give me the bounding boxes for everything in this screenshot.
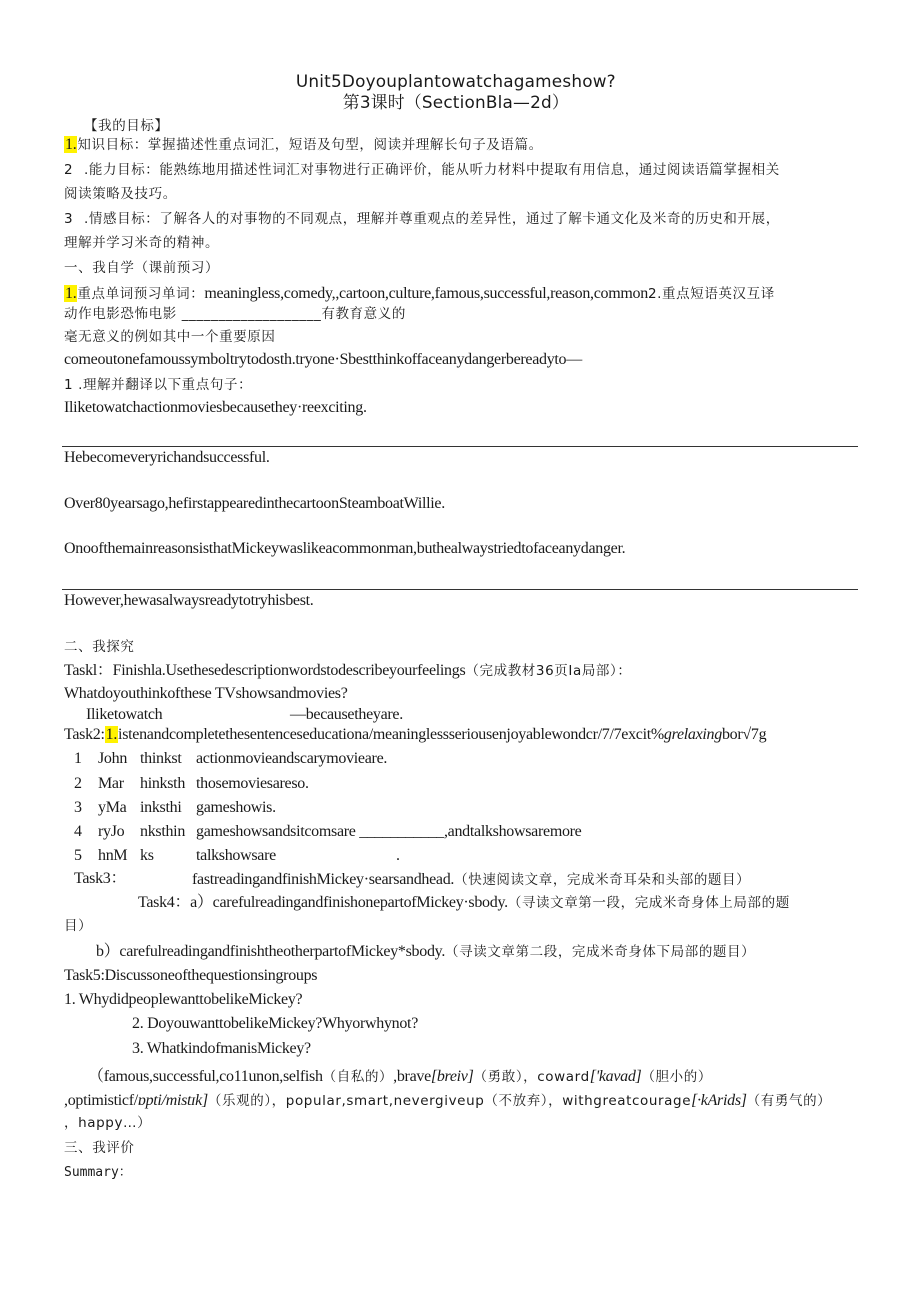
row-text: gameshowsandsitcomsare ___________,andtalkshowsaremore xyxy=(196,823,582,840)
goals-heading: 【我的目标】 xyxy=(84,118,169,134)
task4-note: （寻读文章第一段，完成米奇身体上局部的题 xyxy=(507,895,790,911)
task2-label: Task2: xyxy=(64,726,105,743)
task4-line xyxy=(138,892,790,913)
vocab-note: （勇敢），coward xyxy=(473,1069,590,1085)
evaluate-heading: 三、我评价 xyxy=(64,1140,135,1156)
task1-note: （完成教材36页Ia局部）： xyxy=(465,663,632,679)
answer-line-2 xyxy=(62,589,858,590)
row-text: gameshowis. xyxy=(196,799,276,816)
key-words-prefix: 重点单词预习单词： xyxy=(77,286,205,302)
row-name: John xyxy=(98,750,128,767)
page-title: Unit5Doyouplantowatchagameshow? xyxy=(295,72,616,92)
vocab-phonetic: ɒpti/mistɪk] xyxy=(137,1092,208,1109)
summary-label: Summary： xyxy=(64,1165,132,1180)
sentence-4: OnoofthemainreasonsisthatMickeywaslikeacommonman,buthealwaystriedtofaceanydanger. xyxy=(64,540,626,557)
phrases-cn-1: 动作电影恐怖电影 ___________________有教育意义的 xyxy=(64,306,406,322)
vocab-text: ,brave xyxy=(393,1068,431,1085)
row-name: ryJo xyxy=(98,823,125,840)
row-verb: inksthi xyxy=(140,799,182,816)
goal-1-text: 知识目标：掌握描述性重点词汇，短语及句型，阅读并理解长句子及语篇。 xyxy=(77,137,543,153)
row-text: thosemoviesareso. xyxy=(196,775,309,792)
key-words-line xyxy=(64,283,775,304)
question-3: 3. WhatkindofmanisMickey? xyxy=(132,1040,311,1057)
phrases-en: comeoutonefamoussymboltrytodosth.tryone·Sbestthinkoffaceanydangerbereadyto— xyxy=(64,351,582,368)
explore-heading: 二、我探究 xyxy=(64,639,135,655)
phrases-cn-2: 毫无意义的例如其中一个重要原因 xyxy=(64,329,276,345)
goal-3-continued: 理解并学习米奇的精神。 xyxy=(64,235,220,251)
task4-continued: 目） xyxy=(64,918,93,934)
self-study-heading: 一、我自学（课前预习） xyxy=(64,260,220,276)
row-end: . xyxy=(396,847,400,864)
task3-text: fastreadingandfinishMickey·searsandhead. xyxy=(192,871,455,888)
goal-1-number: 1. xyxy=(65,136,77,153)
task1-text: Taskl：Finishla.Usethesedescriptionwordstodescribeyourfeelings xyxy=(64,662,466,679)
task2-number: 1. xyxy=(105,726,118,743)
question-1: 1. WhydidpeoplewanttobelikeMickey? xyxy=(64,991,303,1008)
key-words-list: meaningless,comedy,,cartoon,culture,famous,successful,reason,common xyxy=(204,285,648,302)
task2-text: istenandcompletethesentenceseducationa/meaninglessseriousenjoyablewondc xyxy=(118,726,593,743)
task1-line xyxy=(64,660,631,681)
row-name: Mar xyxy=(98,775,124,792)
goal-3-number: 3 xyxy=(64,211,74,227)
row-verb: nksthin xyxy=(140,823,186,840)
task4b-note: （寻读文章第二段，完成米奇身体下局部的题目） xyxy=(445,944,756,960)
row-verb: thinkst xyxy=(140,750,182,767)
task2-text-d: bor√7g xyxy=(721,726,767,743)
sentence-2: Hebecomeveryrichandsuccessful. xyxy=(64,449,270,466)
task1-frame-a: Iliketowatch xyxy=(86,706,163,723)
row-verb: hinksth xyxy=(140,775,186,792)
task3-line xyxy=(192,869,750,890)
row-number: 1 xyxy=(74,750,82,767)
task4b-line xyxy=(96,941,755,962)
row-name: yMa xyxy=(98,799,127,816)
task4-text: Task4：a）carefulreadingandfinishonepartofMickey·sbody. xyxy=(138,894,508,911)
vocab-note: （胆小的） xyxy=(641,1069,712,1085)
vocab-phonetic: [breiv] xyxy=(430,1068,474,1085)
vocab-text: （不放弃），withgreatcourage xyxy=(484,1093,692,1109)
question-2: 2. DoyouwanttobelikeMickey?Whyorwhynot? xyxy=(132,1015,419,1032)
row-verb: ks xyxy=(140,847,154,864)
sentence-3: Over80yearsago,hefirstappearedinthecartoonSteamboatWillie. xyxy=(64,495,445,512)
task2-line xyxy=(64,725,766,745)
task2-row-2 xyxy=(74,774,634,794)
vocab-note: （有勇气的） xyxy=(746,1093,832,1109)
task2-text-b: r/7/7excit% xyxy=(592,726,664,743)
task3-note: （快速阅读文章，完成米奇耳朵和头部的题目） xyxy=(454,872,751,888)
task2-row-3 xyxy=(74,798,634,818)
sentence-5: However,hewasalwaysreadytotryhisbest. xyxy=(64,592,314,609)
row-text: talkshowsare xyxy=(196,847,276,864)
answer-line-1 xyxy=(62,446,858,447)
task5: Task5:Discussoneofthequestionsingroups xyxy=(64,967,318,984)
task3-label: Task3： xyxy=(74,870,127,887)
goal-2-text: .能力目标：能熟练地用描述性词汇对事物进行正确评价，能从听力材料中提取有用信息，通过阅读语篇掌握相关 xyxy=(84,162,780,178)
vocab-note: （自私的） xyxy=(322,1069,394,1085)
page-subtitle: 第3课时（SectionBla—2d） xyxy=(342,93,569,113)
row-text: actionmovieandscarymovieare. xyxy=(196,750,388,767)
task2-row-4 xyxy=(74,822,654,842)
goal-2-number: 2 xyxy=(64,162,74,178)
vocab-text: ,optimisticf/ xyxy=(64,1092,138,1109)
vocab-line-1 xyxy=(88,1066,712,1087)
row-number: 3 xyxy=(74,799,82,816)
row-number: 5 xyxy=(74,847,82,864)
vocab-text: （乐观的），popular,smart,nevergiveup xyxy=(207,1093,485,1109)
task2-text-c: grelaxing xyxy=(663,726,722,743)
row-name: hnM xyxy=(98,847,128,864)
key-words-number: 1. xyxy=(65,285,77,302)
sentences-heading: 1 .理解并翻译以下重点句子： xyxy=(64,377,253,393)
vocab-text: （famous,successful,co11unon,selfish xyxy=(88,1068,323,1085)
vocab-line-2 xyxy=(64,1090,831,1111)
row-number: 2 xyxy=(74,775,82,792)
row-number: 4 xyxy=(74,823,82,840)
vocab-phonetic: [·kArids] xyxy=(691,1092,747,1109)
task1-question: Whatdoyouthinkofthese TVshowsandmovies? xyxy=(64,685,348,702)
vocab-phonetic: ['kavad] xyxy=(589,1068,642,1085)
goal-3-text: .情感目标：了解各人的对事物的不同观点，理解并尊重观点的差异性，通过了解卡通文化及米奇的历史和开展， xyxy=(84,211,780,227)
goal-2-continued: 阅读策略及技巧。 xyxy=(64,186,177,202)
task4b-text: b）carefulreadingandfinishtheotherpartofMickey*sbody. xyxy=(96,943,446,960)
goal-1 xyxy=(64,135,543,155)
task2-row-1 xyxy=(74,749,634,769)
vocab-line-3: ，happy…） xyxy=(64,1115,152,1131)
task2-row-5 xyxy=(74,846,634,866)
key-phrases-prefix: 2.重点短语英汉互译 xyxy=(647,286,775,302)
sentence-1: Iliketowatchactionmoviesbecausethey·reexciting. xyxy=(64,399,367,416)
task1-frame-b: —becausetheyare. xyxy=(290,706,403,723)
